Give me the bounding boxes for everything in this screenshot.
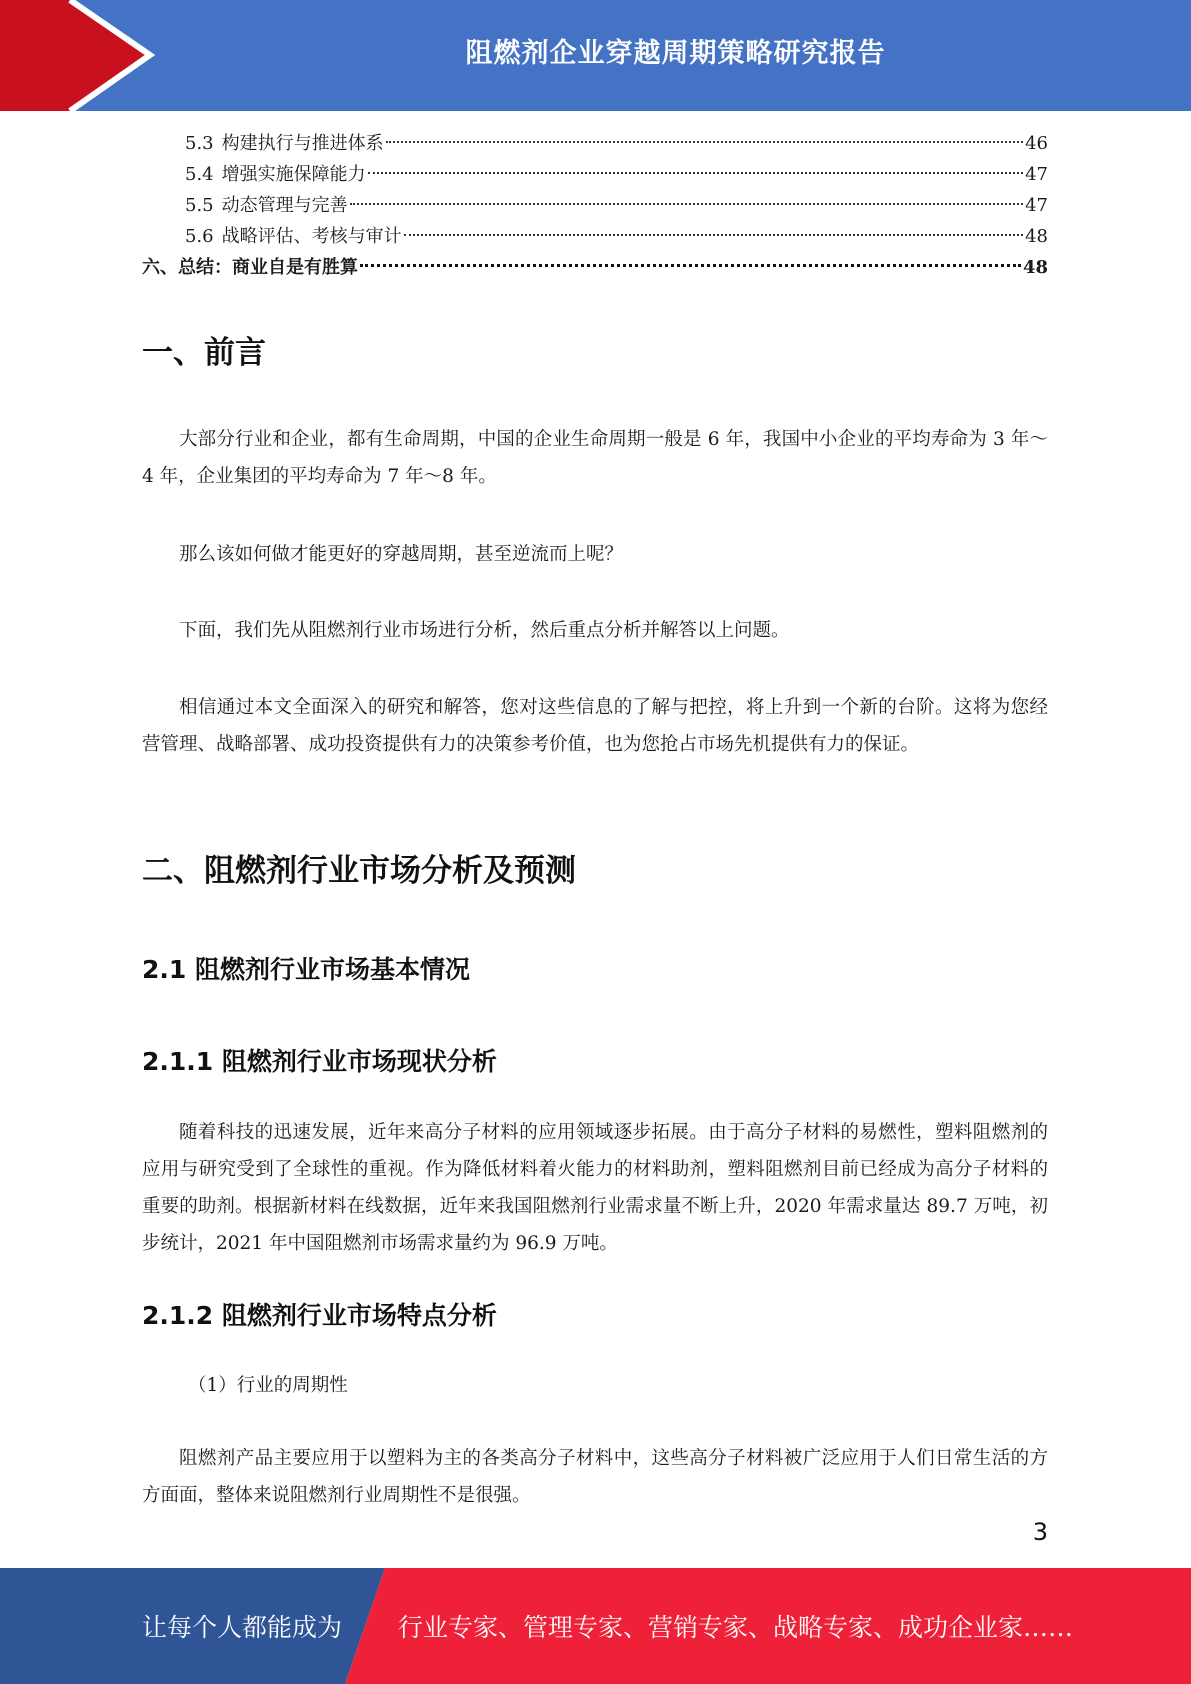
header-arrow-icon (0, 0, 160, 111)
toc-entry-text: 动态管理与完善 (221, 195, 348, 216)
footer-slogan-left: 让每个人都能成为 (142, 1613, 343, 1642)
toc-entry[interactable] (142, 128, 1048, 159)
paragraph: 大部分行业和企业，都有生命周期，中国的企业生命周期一般是 6 年，我国中小企业的平均寿命为 3 年～4 年，企业集团的平均寿命为 7 年～8 年。 (142, 429, 1048, 487)
toc-leader-dots (350, 203, 1023, 205)
subsection-heading-2-1: 2.1 阻燃剂行业市场基本情况 (142, 955, 470, 984)
toc-entry-number: 5.4 (185, 164, 214, 185)
toc-entry-text: 战略评估、考核与审计 (221, 226, 402, 247)
page-footer (0, 1568, 1191, 1684)
toc-leader-dots (386, 141, 1023, 143)
toc-leader-dots (368, 172, 1023, 174)
toc-entry-page: 48 (1022, 257, 1048, 278)
paragraph: 随着科技的迅速发展，近年来高分子材料的应用领域逐步拓展。由于高分子材料的易燃性，塑料阻燃剂的应用与研究受到了全球性的重视。作为降低材料着火能力的材料助剂，塑料阻燃剂目前已经成为高分子材料的重要的助剂。根据新材料在线数据，近年来我国阻燃剂行业需求量不断上升，2020 年需求量达 89.7 万吨，初步统计，2021 年中国阻燃剂市场需求量约为 96.9 万吨。 (142, 1122, 1048, 1254)
toc-leader-dots (404, 234, 1023, 236)
toc-entry[interactable] (142, 252, 1048, 283)
toc-entry-text: 六、总结：商业自是有胜算 (142, 257, 358, 278)
paragraph: 阻燃剂产品主要应用于以塑料为主的各类高分子材料中，这些高分子材料被广泛应用于人们日常生活的方方面面，整体来说阻燃剂行业周期性不是很强。 (142, 1448, 1048, 1506)
paragraph: 相信通过本文全面深入的研究和解答，您对这些信息的了解与把控，将上升到一个新的台阶。这将为您经营管理、战略部署、成功投资提供有力的决策参考价值，也为您抢占市场先机提供有力的保证。 (142, 697, 1048, 755)
toc-entry[interactable] (142, 159, 1048, 190)
report-title: 阻燃剂企业穿越周期策略研究报告 (465, 37, 886, 69)
footer-slogan-right: 行业专家、管理专家、营销专家、战略专家、成功企业家…… (398, 1613, 1074, 1642)
section-heading-chapter2: 二、阻燃剂行业市场分析及预测 (142, 853, 576, 889)
toc-entry[interactable] (142, 221, 1048, 252)
section-heading-preface: 一、前言 (142, 335, 266, 371)
toc-entry-number: 5.6 (185, 226, 214, 247)
paragraph: 下面，我们先从阻燃剂行业市场进行分析，然后重点分析并解答以上问题。 (179, 620, 790, 641)
toc-entry-number: 5.3 (185, 133, 214, 154)
list-item: （1）行业的周期性 (188, 1375, 348, 1396)
toc-entry-page: 46 (1025, 133, 1048, 154)
toc-entry-text: 构建执行与推进体系 (221, 133, 384, 154)
page-header (0, 0, 1191, 111)
page-number: 3 (1032, 1518, 1048, 1546)
toc-entry-number: 5.5 (185, 195, 214, 216)
toc-entry-text: 增强实施保障能力 (221, 164, 366, 185)
table-of-contents (142, 128, 1048, 283)
toc-leader-dots (360, 264, 1021, 267)
toc-entry-page: 47 (1025, 164, 1048, 185)
subsection-heading-2-1-1: 2.1.1 阻燃剂行业市场现状分析 (142, 1047, 497, 1076)
subsection-heading-2-1-2: 2.1.2 阻燃剂行业市场特点分析 (142, 1301, 497, 1330)
toc-entry-page: 47 (1025, 195, 1048, 216)
paragraph: 那么该如何做才能更好的穿越周期，甚至逆流而上呢？ (179, 544, 624, 565)
toc-entry-page: 48 (1025, 226, 1048, 247)
toc-entry[interactable] (142, 190, 1048, 221)
